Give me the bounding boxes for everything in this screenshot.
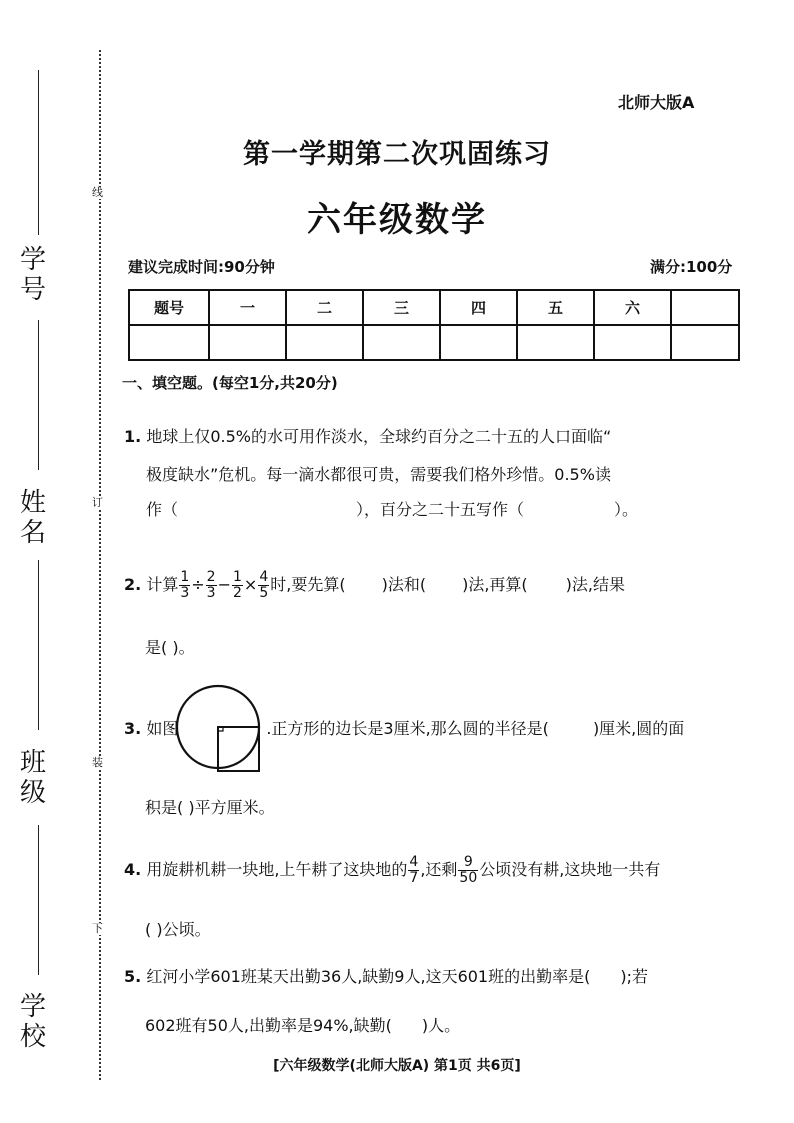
question-2-line-2 [145,638,195,658]
question-text: 地球上仅0.5%的水可用作淡水，全球约百分之二十五的人口面临“ [146,427,612,446]
score-header-cell: 三 [363,290,440,325]
question-number: 3. [124,719,142,738]
class-label: 班级 [20,748,47,808]
question-text: .正方形的边长是3厘米,那么圆的半径是( [266,719,549,738]
question-text: )厘米,圆的面 [592,719,685,738]
operator: × [243,575,258,594]
question-4-line-1 [124,853,660,887]
question-text: 极度缺水”危机。每一滴水都很可贵，需要我们格外珍惜。0.5%读 [146,465,611,484]
fraction: $\frac{1}{2}$ [232,569,242,601]
question-text: 用旋耕机耕一块地,上午耕了这块地的 [146,860,408,879]
subject-title: 六年级数学 [307,200,487,240]
question-3-line-2 [145,798,275,818]
question-text: 作（ [146,500,179,519]
question-text: 计算 [146,575,179,594]
question-text: 时,要先算( [270,575,346,594]
fraction: $\frac{1}{3}$ [180,569,190,601]
full-score: 满分:100分 [650,258,733,276]
question-number: 1. [124,427,142,446]
question-number: 4. [124,860,142,879]
score-header-cell: 二 [286,290,363,325]
question-text: ），百分之二十五写作（ [356,500,525,519]
cut-mark-xia: 下 [92,922,103,935]
score-header-cell: 四 [440,290,517,325]
question-text: 公顷没有耕,这块地一共有 [479,860,661,879]
question-1-line-1 [124,427,611,447]
question-number: 2. [124,575,142,594]
question-5-line-1 [124,967,648,987]
score-table-value-row [129,325,739,360]
score-header-cell [671,290,739,325]
score-header-cell: 题号 [129,290,209,325]
question-text: )法和( [381,575,427,594]
question-5-line-2 [145,1016,460,1036]
name-line [38,560,39,730]
fraction: $\frac{2}{3}$ [206,569,216,601]
student-id-line-lower [38,320,39,470]
class-line [38,825,39,975]
operator: − [217,575,231,594]
section-title: 一、填空题。(每空1分,共20分) [122,374,338,392]
score-table-header-row [129,290,739,325]
cut-mark-zhuang: 装 [92,756,103,769]
question-text: 如图 [146,719,179,738]
cut-mark-ding: 订 [92,496,103,509]
score-value-cell [363,325,440,360]
question-text: )法,结果 [565,575,625,594]
question-4-line-2 [145,920,211,940]
question-text: 红河小学601班某天出勤36人,缺勤9人,这天601班的出勤率是( [146,967,591,986]
school-label: 学校 [20,992,47,1052]
score-value-cell [209,325,286,360]
score-value-cell [286,325,363,360]
student-id-label: 学号 [20,245,47,305]
operator: ÷ [191,575,205,594]
question-text: ,还剩 [420,860,458,879]
score-header-cell: 五 [517,290,594,325]
score-value-cell [594,325,671,360]
cut-mark-xian: 线 [92,186,103,199]
question-text: ）。 [614,500,639,519]
score-table [128,289,740,361]
page-footer: [六年级数学(北师大版A) 第1页 共6页] [273,1058,521,1074]
score-header-cell: 一 [209,290,286,325]
question-text: );若 [620,967,648,986]
question-text: )法,再算( [462,575,528,594]
edition-label: 北师大版A [618,93,695,112]
question-text: 602班有50人,出勤率是94%,缺勤( [145,1016,392,1035]
score-value-cell [440,325,517,360]
exam-title: 第一学期第二次巩固练习 [243,139,551,170]
question-text: 积是( )平方厘米。 [145,798,275,817]
score-header-cell: 六 [594,290,671,325]
suggested-time: 建议完成时间:90分钟 [128,258,275,276]
fraction: $\frac{4}{7}$ [409,854,419,886]
score-value-cell [671,325,739,360]
circle-square-figure [176,684,266,774]
fraction: $\frac{4}{5}$ [259,569,269,601]
question-text: )人。 [421,1016,461,1035]
question-1-line-3 [146,500,638,520]
score-value-cell [129,325,209,360]
question-number: 5. [124,967,142,986]
name-label: 姓名 [20,488,47,548]
fraction: $\frac{9}{50}$ [459,854,478,886]
question-2-line-1 [124,568,625,602]
question-text: 是( )。 [145,638,195,657]
question-1-line-2 [146,465,611,485]
score-value-cell [517,325,594,360]
question-text: ( )公顷。 [145,920,211,939]
